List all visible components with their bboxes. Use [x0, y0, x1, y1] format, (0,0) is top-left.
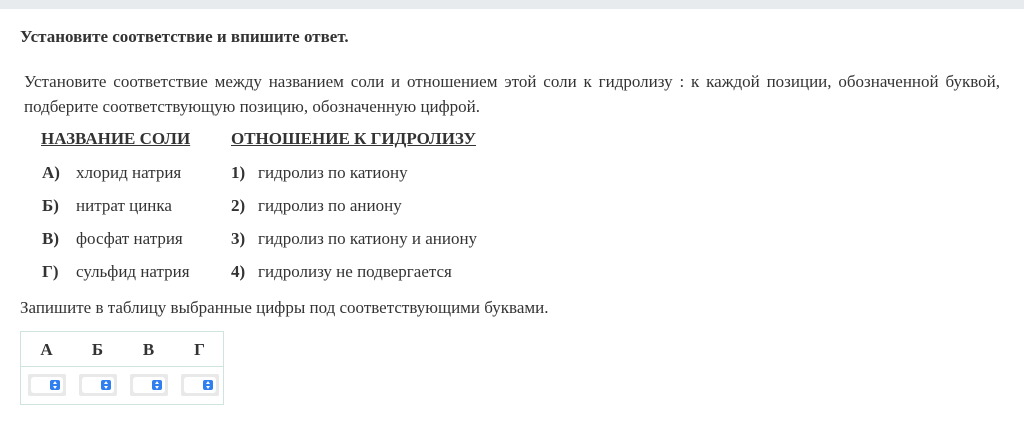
salt-name: нитрат цинка: [76, 196, 172, 215]
option-number: 1): [231, 163, 246, 182]
option-number: 2): [231, 196, 246, 215]
answer-table: [20, 331, 224, 405]
option-text: гидролизу не подвергается: [258, 262, 452, 281]
option-text: гидролиз по аниону: [258, 196, 402, 215]
option-text: гидролиз по катиону и аниону: [258, 229, 478, 248]
salt-item-v: [42, 229, 183, 249]
salt-item-b: [42, 196, 172, 216]
answer-table-select-row: [21, 367, 223, 405]
salt-item-g: [42, 262, 190, 282]
updown-chevron-icon[interactable]: [50, 380, 60, 390]
hydrolysis-column-header: ОТНОШЕНИЕ К ГИДРОЛИЗУ: [231, 129, 476, 148]
task-description: Установите соответствие между названием соли и отношением этой соли к гидролизу : к каждой позиции, обозначенной буквой, подберите соответствующую позицию, обозначенную цифрой.: [24, 72, 1000, 116]
answer-table-header-row: [21, 332, 223, 367]
salt-letter: Б): [42, 196, 59, 215]
salt-name: хлорид натрия: [76, 163, 182, 182]
updown-chevron-icon[interactable]: [101, 380, 111, 390]
answer-instruction: Запишите в таблицу выбранные цифры под соответствующими буквами.: [20, 298, 549, 317]
salt-letter: Г): [42, 262, 59, 281]
select-field[interactable]: [31, 377, 63, 393]
salt-letter: В): [42, 229, 59, 248]
top-bar: [0, 0, 1024, 9]
answer-header-a: А: [40, 340, 53, 359]
hydrolysis-option-3: [231, 229, 477, 249]
hydrolysis-option-1: [231, 163, 408, 183]
answer-header-b: Б: [91, 340, 104, 359]
salt-name: сульфид натрия: [76, 262, 190, 281]
updown-chevron-icon[interactable]: [152, 380, 162, 390]
salt-item-a: [42, 163, 181, 183]
salt-name: фосфат натрия: [76, 229, 183, 248]
salt-name-column-header: НАЗВАНИЕ СОЛИ: [41, 129, 191, 148]
updown-chevron-icon[interactable]: [203, 380, 213, 390]
answer-select-v[interactable]: [130, 374, 168, 396]
select-field[interactable]: [82, 377, 114, 393]
hydrolysis-option-2: [231, 196, 402, 216]
option-number: 4): [231, 262, 246, 281]
salt-letter: А): [42, 163, 60, 182]
answer-header-v: В: [142, 340, 155, 359]
option-number: 3): [231, 229, 246, 248]
select-field[interactable]: [133, 377, 165, 393]
answer-select-a[interactable]: [28, 374, 66, 396]
answer-select-g[interactable]: [181, 374, 219, 396]
select-field[interactable]: [184, 377, 216, 393]
task-heading: Установите соответствие и впишите ответ.: [20, 27, 349, 46]
option-text: гидролиз по катиону: [258, 163, 408, 182]
hydrolysis-option-4: [231, 262, 452, 282]
answer-select-b[interactable]: [79, 374, 117, 396]
answer-header-g: Г: [194, 340, 205, 359]
